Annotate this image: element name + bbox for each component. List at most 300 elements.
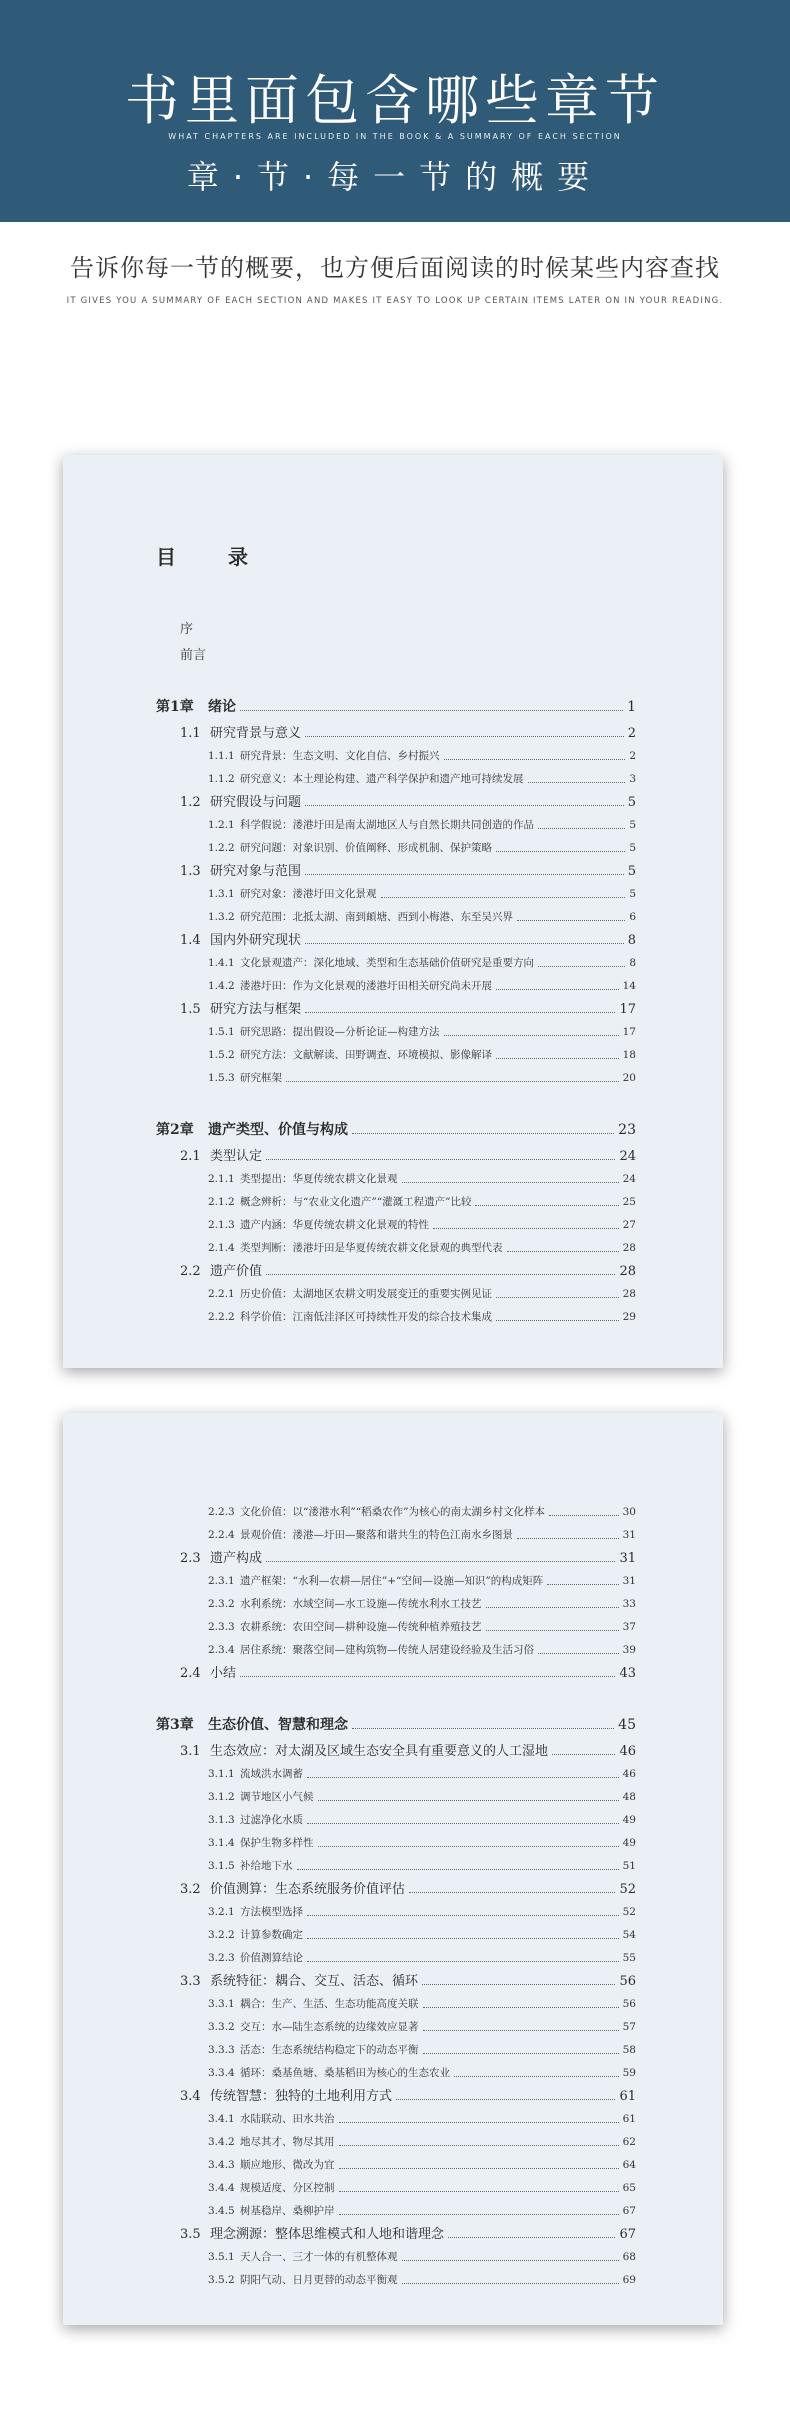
dot-leader xyxy=(305,874,624,875)
toc-subsection-row[interactable] xyxy=(208,1809,636,1832)
front-matter-item[interactable]: 序 xyxy=(180,622,194,637)
entry-number: 1.4.2 xyxy=(208,980,235,992)
entry-title: 研究对象：溇港圩田文化景观 xyxy=(240,888,377,900)
dot-leader xyxy=(305,1012,615,1013)
entry-title: 研究方法：文献解读、田野调查、环境模拟、影像解译 xyxy=(240,1049,492,1061)
entry-number: 3.1.2 xyxy=(208,1791,235,1803)
entry-number: 3.3.3 xyxy=(208,2044,235,2056)
entry-page: 55 xyxy=(622,1952,636,1964)
entry-number: 2.2.2 xyxy=(208,1311,235,1323)
dot-leader xyxy=(339,2122,619,2123)
entry-number: 第1章 xyxy=(156,699,194,715)
entry-title: 类型判断：溇港圩田是华夏传统农耕文化景观的典型代表 xyxy=(240,1242,503,1254)
entry-number: 2.2.3 xyxy=(208,1506,235,1518)
dot-leader xyxy=(266,1159,615,1160)
entry-page: 69 xyxy=(622,2274,636,2286)
entry-number: 3.2 xyxy=(180,1882,201,1897)
entry-page: 17 xyxy=(619,1002,636,1017)
dot-leader xyxy=(423,2030,619,2031)
entry-number: 1.2.2 xyxy=(208,842,235,854)
entry-title: 补给地下水 xyxy=(240,1860,293,1872)
entry-page: 48 xyxy=(622,1791,636,1803)
entry-number: 3.2.1 xyxy=(208,1906,235,1918)
toc-section-row[interactable] xyxy=(180,860,636,883)
dot-leader xyxy=(448,2237,615,2238)
chapter-spacer xyxy=(63,1090,723,1116)
toc-subsection-row[interactable] xyxy=(208,1855,636,1878)
entry-page: 5 xyxy=(629,888,636,900)
entry-number: 1.2.1 xyxy=(208,819,235,831)
dot-leader xyxy=(381,897,626,898)
entry-page: 57 xyxy=(622,2021,636,2033)
toc-subsection-row[interactable] xyxy=(208,1832,636,1855)
entry-title: 调节地区小气候 xyxy=(240,1791,314,1803)
entry-title: 景观价值：溇港—圩田—聚落和谐共生的特色江南水乡图景 xyxy=(240,1529,513,1541)
toc-subsection-row[interactable] xyxy=(208,1191,636,1214)
toc-subsection-row[interactable] xyxy=(208,1524,636,1547)
toc-subsection-row[interactable] xyxy=(208,1501,636,1524)
entry-page: 62 xyxy=(622,2136,636,2148)
dot-leader xyxy=(507,1251,619,1252)
entry-page: 49 xyxy=(622,1837,636,1849)
entry-title: 研究框架 xyxy=(240,1072,282,1084)
toc-subsection-row[interactable] xyxy=(208,1067,636,1090)
entry-title: 研究方法与框架 xyxy=(210,1002,302,1017)
dot-leader xyxy=(538,966,625,967)
entry-page: 23 xyxy=(618,1122,636,1138)
toc-subsection-row[interactable] xyxy=(208,1214,636,1237)
toc-section-row[interactable] xyxy=(180,998,636,1021)
dot-leader xyxy=(266,1274,615,1275)
entry-number: 1.2 xyxy=(180,795,201,810)
entry-page: 3 xyxy=(629,773,636,785)
dot-leader xyxy=(549,1515,619,1516)
toc-section-row[interactable] xyxy=(180,929,636,952)
toc-subsection-row[interactable] xyxy=(208,1993,636,2016)
entry-number: 3.2.3 xyxy=(208,1952,235,1964)
toc-subsection-row[interactable] xyxy=(208,1924,636,1947)
toc-subsection-row[interactable] xyxy=(208,1639,636,1662)
entry-number: 1.3.2 xyxy=(208,911,235,923)
entry-title: 科学价值：江南低洼泽区可持续性开发的综合技术集成 xyxy=(240,1311,492,1323)
entry-title: 循环：桑基鱼塘、桑基稻田为核心的生态农业 xyxy=(240,2067,450,2079)
entry-number: 1.1.1 xyxy=(208,750,235,762)
entry-number: 1.4 xyxy=(180,933,201,948)
entry-title: 价值测算结论 xyxy=(240,1952,303,1964)
entry-number: 2.2.1 xyxy=(208,1288,235,1300)
entry-title: 类型提出：华夏传统农耕文化景观 xyxy=(240,1173,398,1185)
toc-list xyxy=(63,1501,723,2292)
toc-page-1 xyxy=(63,455,723,1368)
entry-page: 31 xyxy=(622,1529,636,1541)
toc-subsection-row[interactable] xyxy=(208,2154,636,2177)
dot-leader xyxy=(307,1961,619,1962)
toc-subsection-row[interactable] xyxy=(208,814,636,837)
entry-number: 2.3 xyxy=(180,1551,201,1566)
dot-leader xyxy=(396,2099,615,2100)
entry-title: 研究范围：北抵太湖、南到頔塘、西到小梅港、东至吴兴界 xyxy=(240,911,513,923)
toc-subsection-row[interactable] xyxy=(208,2131,636,2154)
dot-leader xyxy=(307,1777,619,1778)
entry-number: 2.3.3 xyxy=(208,1621,235,1633)
dot-leader xyxy=(297,1869,619,1870)
entry-title: 交互：水—陆生态系统的边缘效应显著 xyxy=(240,2021,419,2033)
entry-title: 生态效应：对太湖及区域生态安全具有重要意义的人工湿地 xyxy=(210,1744,549,1759)
entry-page: 45 xyxy=(618,1717,636,1733)
entry-number: 2.3.4 xyxy=(208,1644,235,1656)
entry-title: 传统智慧：独特的土地利用方式 xyxy=(210,2089,393,2104)
entry-page: 28 xyxy=(622,1242,636,1254)
dot-leader xyxy=(402,1182,619,1183)
entry-page: 28 xyxy=(619,1264,636,1279)
entry-number: 3.1.1 xyxy=(208,1768,235,1780)
entry-title: 绪论 xyxy=(208,699,236,715)
toc-section-row[interactable] xyxy=(180,1740,636,1763)
toc-subsection-row[interactable] xyxy=(208,952,636,975)
dot-leader xyxy=(352,1133,614,1134)
entry-number: 2.1.3 xyxy=(208,1219,235,1231)
entry-page: 33 xyxy=(622,1598,636,1610)
toc-page-2 xyxy=(63,1413,723,2325)
entry-page: 5 xyxy=(627,795,636,810)
entry-number: 1.1.2 xyxy=(208,773,235,785)
dot-leader xyxy=(422,1984,615,1985)
dot-leader xyxy=(475,1205,618,1206)
entry-page: 18 xyxy=(622,1049,636,1061)
toc-subsection-row[interactable] xyxy=(208,2269,636,2292)
dot-leader xyxy=(444,759,626,760)
entry-page: 61 xyxy=(619,2089,636,2104)
toc-subsection-row[interactable] xyxy=(208,1044,636,1067)
toc-subsection-row[interactable] xyxy=(208,1021,636,1044)
toc-subsection-row[interactable] xyxy=(208,1901,636,1924)
entry-page: 39 xyxy=(622,1644,636,1656)
toc-subsection-row[interactable] xyxy=(208,2016,636,2039)
toc-section-row[interactable] xyxy=(180,2223,636,2246)
entry-page: 27 xyxy=(622,1219,636,1231)
dot-leader xyxy=(496,851,625,852)
dot-leader xyxy=(496,1297,619,1298)
entry-page: 51 xyxy=(622,1860,636,1872)
entry-page: 24 xyxy=(619,1149,636,1164)
entry-title: 理念溯源：整体思维模式和人地和谐理念 xyxy=(210,2227,445,2242)
entry-number: 2.2.4 xyxy=(208,1529,235,1541)
entry-number: 3.4.1 xyxy=(208,2113,235,2125)
entry-page: 24 xyxy=(622,1173,636,1185)
dot-leader xyxy=(496,1320,619,1321)
entry-title: 溇港圩田：作为文化景观的溇港圩田相关研究尚未开展 xyxy=(240,980,492,992)
entry-title: 概念辨析：与“农业文化遗产”“灌溉工程遗产”比较 xyxy=(240,1196,472,1208)
entry-title: 方法模型选择 xyxy=(240,1906,303,1918)
entry-number: 3.4.2 xyxy=(208,2136,235,2148)
chapter-spacer xyxy=(63,1685,723,1711)
dot-leader xyxy=(486,1630,619,1631)
entry-title: 研究假设与问题 xyxy=(210,795,302,810)
toc-chapter-row[interactable] xyxy=(156,1116,636,1145)
entry-title: 活态：生态系统结构稳定下的动态平衡 xyxy=(240,2044,419,2056)
dot-leader xyxy=(305,805,624,806)
toc-subsection-row[interactable] xyxy=(208,768,636,791)
entry-title: 研究思路：提出假设—分析论证—构建方法 xyxy=(240,1026,440,1038)
toc-subsection-row[interactable] xyxy=(208,1306,636,1329)
toc-subsection-row[interactable] xyxy=(208,2200,636,2223)
toc-subsection-row[interactable] xyxy=(208,1570,636,1593)
front-matter-item[interactable]: 前言 xyxy=(180,648,207,663)
dot-leader xyxy=(240,1676,615,1677)
entry-number: 3.4 xyxy=(180,2089,201,2104)
toc-subsection-row[interactable] xyxy=(208,837,636,860)
toc-subsection-row[interactable] xyxy=(208,906,636,929)
toc-subsection-row[interactable] xyxy=(208,975,636,998)
dot-leader xyxy=(433,1228,619,1229)
toc-subsection-row[interactable] xyxy=(208,1237,636,1260)
toc-section-row[interactable] xyxy=(180,1878,636,1901)
entry-number: 1.3 xyxy=(180,864,201,879)
toc-subsection-row[interactable] xyxy=(208,2039,636,2062)
dot-leader xyxy=(266,1561,615,1562)
entry-number: 3.1.5 xyxy=(208,1860,235,1872)
dot-leader xyxy=(307,1915,619,1916)
dot-leader xyxy=(409,1892,615,1893)
entry-title: 遗产价值 xyxy=(210,1264,263,1279)
entry-number: 3.4.5 xyxy=(208,2205,235,2217)
dot-leader xyxy=(423,2007,619,2008)
entry-page: 54 xyxy=(622,1929,636,1941)
dot-leader xyxy=(496,989,619,990)
entry-number: 3.3.1 xyxy=(208,1998,235,2010)
entry-page: 52 xyxy=(619,1882,636,1897)
entry-number: 2.1.1 xyxy=(208,1173,235,1185)
entry-number: 3.3.2 xyxy=(208,2021,235,2033)
entry-page: 58 xyxy=(622,2044,636,2056)
entry-page: 1 xyxy=(627,699,636,715)
entry-page: 49 xyxy=(622,1814,636,1826)
entry-title: 遗产框架：“水利—农耕—居住”+“空间—设施—知识”的构成矩阵 xyxy=(240,1575,544,1587)
entry-number: 2.3.2 xyxy=(208,1598,235,1610)
entry-page: 56 xyxy=(622,1998,636,2010)
entry-page: 59 xyxy=(622,2067,636,2079)
toc-subsection-row[interactable] xyxy=(208,1763,636,1786)
dot-leader xyxy=(339,2214,619,2215)
entry-title: 文化价值：以“溇港水利”“稻桑农作”为核心的南太湖乡村文化样本 xyxy=(240,1506,545,1518)
dot-leader xyxy=(538,828,625,829)
dot-leader xyxy=(339,2168,619,2169)
dot-leader xyxy=(528,782,626,783)
dot-leader xyxy=(552,1754,615,1755)
entry-title: 类型认定 xyxy=(210,1149,263,1164)
entry-page: 37 xyxy=(622,1621,636,1633)
dot-leader xyxy=(307,1938,619,1939)
entry-title: 科学假说：溇港圩田是南太湖地区人与自然长期共同创造的作品 xyxy=(240,819,534,831)
entry-number: 2.4 xyxy=(180,1666,201,1681)
entry-title: 遗产内涵：华夏传统农耕文化景观的特性 xyxy=(240,1219,429,1231)
entry-number: 1.5.1 xyxy=(208,1026,235,1038)
dot-leader xyxy=(486,1607,619,1608)
entry-number: 2.3.1 xyxy=(208,1575,235,1587)
entry-number: 第2章 xyxy=(156,1122,194,1138)
entry-number: 3.3.4 xyxy=(208,2067,235,2079)
toc-section-row[interactable] xyxy=(180,1260,636,1283)
entry-page: 30 xyxy=(622,1506,636,1518)
entry-page: 25 xyxy=(622,1196,636,1208)
entry-page: 8 xyxy=(627,933,636,948)
entry-page: 56 xyxy=(619,1974,636,1989)
entry-number: 3.5.2 xyxy=(208,2274,235,2286)
entry-title: 遗产类型、价值与构成 xyxy=(208,1122,348,1138)
entry-number: 3.1.3 xyxy=(208,1814,235,1826)
dot-leader xyxy=(517,1538,619,1539)
entry-page: 64 xyxy=(622,2159,636,2171)
toc-subsection-row[interactable] xyxy=(208,1947,636,1970)
entry-number: 第3章 xyxy=(156,1717,194,1733)
toc-subsection-row[interactable] xyxy=(208,745,636,768)
front-matter xyxy=(180,617,723,669)
entry-title: 规模适度、分区控制 xyxy=(240,2182,335,2194)
entry-page: 5 xyxy=(627,864,636,879)
entry-number: 2.2 xyxy=(180,1264,201,1279)
dot-leader xyxy=(454,2076,619,2077)
entry-title: 价值测算：生态系统服务价值评估 xyxy=(210,1882,406,1897)
entry-page: 5 xyxy=(629,842,636,854)
entry-page: 29 xyxy=(622,1311,636,1323)
toc-list xyxy=(63,693,723,1329)
dot-leader xyxy=(286,1081,619,1082)
entry-number: 3.4.3 xyxy=(208,2159,235,2171)
dot-leader xyxy=(339,2191,619,2192)
dot-leader xyxy=(402,2283,619,2284)
entry-title: 系统特征：耦合、交互、活态、循环 xyxy=(210,1974,419,1989)
entry-page: 46 xyxy=(622,1768,636,1780)
dot-leader xyxy=(547,1584,618,1585)
entry-number: 3.5 xyxy=(180,2227,201,2242)
dot-leader xyxy=(307,1823,619,1824)
entry-title: 保护生物多样性 xyxy=(240,1837,314,1849)
entry-page: 6 xyxy=(629,911,636,923)
entry-number: 1.1 xyxy=(180,726,201,741)
toc-section-row[interactable] xyxy=(180,1547,636,1570)
dot-leader xyxy=(402,2260,619,2261)
entry-page: 31 xyxy=(619,1551,636,1566)
dot-leader xyxy=(352,1728,614,1729)
entry-number: 3.4.4 xyxy=(208,2182,235,2194)
toc-subsection-row[interactable] xyxy=(208,1616,636,1639)
toc-section-row[interactable] xyxy=(180,791,636,814)
dot-leader xyxy=(318,1800,619,1801)
entry-number: 1.5.3 xyxy=(208,1072,235,1084)
banner-subtitle-en: WHAT CHAPTERS ARE INCLUDED IN THE BOOK & A SUMMARY OF EACH SECTION xyxy=(168,132,622,141)
banner-title: 书里面包含哪些章节 xyxy=(125,69,665,132)
entry-page: 67 xyxy=(619,2227,636,2242)
toc-subsection-row[interactable] xyxy=(208,883,636,906)
dot-leader xyxy=(240,710,623,711)
entry-page: 67 xyxy=(622,2205,636,2217)
dot-leader xyxy=(318,1846,619,1847)
toc-section-row[interactable] xyxy=(180,1970,636,1993)
entry-number: 1.4.1 xyxy=(208,957,235,969)
entry-title: 国内外研究现状 xyxy=(210,933,302,948)
toc-section-row[interactable] xyxy=(180,722,636,745)
entry-page: 28 xyxy=(622,1288,636,1300)
entry-number: 3.5.1 xyxy=(208,2251,235,2263)
dot-leader xyxy=(538,1653,619,1654)
toc-section-row[interactable] xyxy=(180,2085,636,2108)
toc-subsection-row[interactable] xyxy=(208,1786,636,1809)
entry-title: 流域洪水调蓄 xyxy=(240,1768,303,1780)
dot-leader xyxy=(305,736,624,737)
toc-subsection-row[interactable] xyxy=(208,1168,636,1191)
entry-page: 14 xyxy=(622,980,636,992)
dot-leader xyxy=(496,1058,619,1059)
entry-number: 3.3 xyxy=(180,1974,201,1989)
dot-leader xyxy=(305,943,624,944)
header-banner xyxy=(0,0,790,222)
tagline-en: IT GIVES YOU A SUMMARY OF EACH SECTION AND MAKES IT EASY TO LOOK UP CERTAIN ITEMS LATER ON IN YOUR READING. xyxy=(66,296,724,306)
entry-number: 2.1.2 xyxy=(208,1196,235,1208)
entry-title: 地尽其才、物尽其用 xyxy=(240,2136,335,2148)
toc-subsection-row[interactable] xyxy=(208,1283,636,1306)
entry-title: 研究背景与意义 xyxy=(210,726,302,741)
entry-page: 5 xyxy=(629,819,636,831)
entry-page: 68 xyxy=(622,2251,636,2263)
entry-title: 过滤净化水质 xyxy=(240,1814,303,1826)
entry-number: 2.1.4 xyxy=(208,1242,235,1254)
entry-number: 3.1 xyxy=(180,1744,201,1759)
entry-page: 17 xyxy=(622,1026,636,1038)
toc-chapter-row[interactable] xyxy=(156,1711,636,1740)
entry-page: 43 xyxy=(619,1666,636,1681)
entry-title: 耦合：生产、生活、生态功能高度关联 xyxy=(240,1998,419,2010)
entry-title: 遗产构成 xyxy=(210,1551,263,1566)
entry-title: 研究意义：本土理论构建、遗产科学保护和遗产地可持续发展 xyxy=(240,773,524,785)
toc-subsection-row[interactable] xyxy=(208,2246,636,2269)
entry-title: 树基稳岸、桑柳护岸 xyxy=(240,2205,335,2217)
toc-heading: 目 录 xyxy=(156,545,264,569)
toc-section-row[interactable] xyxy=(180,1662,636,1685)
entry-title: 水陆联动、田水共治 xyxy=(240,2113,335,2125)
entry-title: 文化景观遗产：深化地域、类型和生态基础价值研究是重要方向 xyxy=(240,957,534,969)
entry-title: 农耕系统：农田空间—耕种设施—传统种植养殖技艺 xyxy=(240,1621,482,1633)
toc-chapter-row[interactable] xyxy=(156,693,636,722)
toc-section-row[interactable] xyxy=(180,1145,636,1168)
entry-number: 3.1.4 xyxy=(208,1837,235,1849)
entry-title: 历史价值：太湖地区农耕文明发展变迁的重要实例见证 xyxy=(240,1288,492,1300)
entry-title: 顺应地形、微改为宜 xyxy=(240,2159,335,2171)
dot-leader xyxy=(517,920,625,921)
entry-page: 52 xyxy=(622,1906,636,1918)
entry-page: 31 xyxy=(622,1575,636,1587)
entry-page: 61 xyxy=(622,2113,636,2125)
entry-number: 2.1 xyxy=(180,1149,201,1164)
entry-title: 计算参数确定 xyxy=(240,1929,303,1941)
entry-page: 46 xyxy=(619,1744,636,1759)
entry-page: 2 xyxy=(627,726,636,741)
toc-subsection-row[interactable] xyxy=(208,2177,636,2200)
entry-title: 阴阳气动、日月更替的动态平衡观 xyxy=(240,2274,398,2286)
dot-leader xyxy=(444,1035,619,1036)
entry-title: 研究背景：生态文明、文化自信、乡村振兴 xyxy=(240,750,440,762)
entry-page: 65 xyxy=(622,2182,636,2194)
entry-page: 8 xyxy=(629,957,636,969)
entry-number: 1.5.2 xyxy=(208,1049,235,1061)
entry-title: 水利系统：水域空间—水工设施—传统水利水工技艺 xyxy=(240,1598,482,1610)
entry-page: 2 xyxy=(629,750,636,762)
toc-subsection-row[interactable] xyxy=(208,1593,636,1616)
entry-title: 生态价值、智慧和理念 xyxy=(208,1717,348,1733)
dot-leader xyxy=(339,2145,619,2146)
toc-subsection-row[interactable] xyxy=(208,2108,636,2131)
entry-number: 3.2.2 xyxy=(208,1929,235,1941)
toc-subsection-row[interactable] xyxy=(208,2062,636,2085)
